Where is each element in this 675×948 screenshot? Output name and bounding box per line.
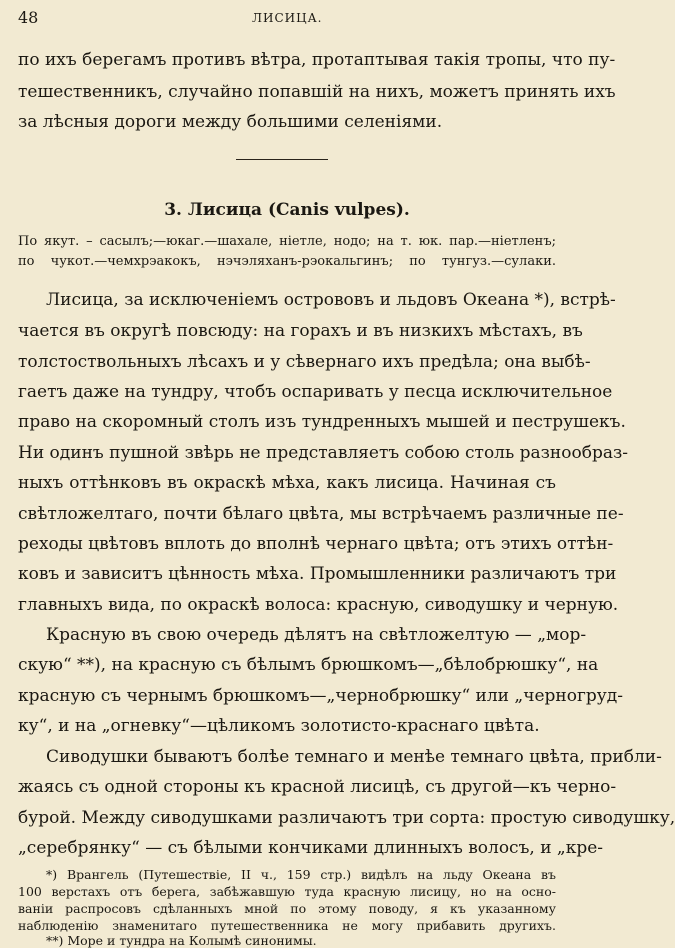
text-line: по ихъ берегамъ противъ вѣтра, протаптывая такія тропы, что пу- <box>18 50 616 70</box>
footnote-line: **) Море и тундра на Колымѣ синонимы. <box>46 933 317 948</box>
section-title: 3. Лисица (Canis vulpes). <box>164 200 410 220</box>
text-line: гаетъ даже на тундру, чтобъ оспаривать у песца исключительное <box>18 382 613 402</box>
text-line: красную съ чернымъ брюшкомъ—„чернобрюшку“ или „черногруд- <box>18 686 623 706</box>
text-line: бурой. Между сиводушками различаютъ три сорта: простую сиводушку, <box>18 808 675 828</box>
text-line: Сиводушки бываютъ болѣе темнаго и менѣе темнаго цвѣта, прибли- <box>46 747 662 767</box>
text-line: за лѣсныя дороги между большими селеніями. <box>18 112 443 132</box>
footnote-line: ваніи распросовъ сдѣланныхъ мной по этому поводу, я къ указанному <box>18 901 556 916</box>
text-line: свѣтложелтаго, почти бѣлаго цвѣта, мы встрѣчаемъ различные пе- <box>18 504 624 524</box>
text-line: скую“ **), на красную съ бѣлымъ брюшкомъ—„бѣлобрюшку“, на <box>18 655 599 675</box>
text-line: Красную въ свою очередь дѣлятъ на свѣтложелтую — „мор- <box>46 625 587 645</box>
text-line: Ни одинъ пушной звѣрь не представляетъ собою столь разнообраз- <box>18 443 628 463</box>
page-number: 48 <box>18 8 39 27</box>
section-divider <box>236 159 328 160</box>
text-line: ку“, и на „огневку“—цѣликомъ золотисто-краснаго цвѣта. <box>18 716 540 736</box>
text-line: ковъ и зависитъ цѣнность мѣха. Промышленники различаютъ три <box>18 564 617 584</box>
text-line: главныхъ вида, по окраскѣ волоса: красную, сиводушку и черную. <box>18 595 619 615</box>
text-line: жаясь съ одной стороны къ красной лисицѣ, съ другой—къ черно- <box>18 777 617 797</box>
footnote-line: 100 верстахъ отъ берега, забѣжавшую туда красную лисицу, но на осно- <box>18 884 556 899</box>
footnote-line: наблюденію знаменитаго путешественника не могу прибавить другихъ. <box>18 918 556 933</box>
text-line: „серебрянку“ — съ бѣлыми кончиками длинныхъ волосъ, и „кре- <box>18 838 604 858</box>
text-line: реходы цвѣтовъ вплоть до вполнѣ чернаго цвѣта; отъ этихъ оттѣн- <box>18 534 614 554</box>
vernacular-names-line: По якут. – сасылъ;—юкаг.—шахале, ніетле, нодо; на т. юк. пар.—ніетленъ; <box>18 234 556 249</box>
text-line: ныхъ оттѣнковъ въ окраскѣ мѣха, какъ лисица. Начиная съ <box>18 473 556 493</box>
text-line: право на скоромный столъ изъ тундренныхъ мышей и пеструшекъ. <box>18 412 626 432</box>
text-line: тешественникъ, случайно попавшій на нихъ, можетъ принять ихъ <box>18 82 616 102</box>
text-line: чается въ округѣ повсюду: на горахъ и въ низкихъ мѣстахъ, въ <box>18 321 583 341</box>
vernacular-names-line: по чукот.—чемхрэакокъ, нэчэляханъ-рэокальгинъ; по тунгуз.—сулаки. <box>18 254 556 269</box>
footnote-line: *) Врангель (Путешествіе, II ч., 159 стр.) видѣлъ на льду Океана въ <box>46 867 556 882</box>
running-title: ЛИСИЦА. <box>252 11 323 25</box>
text-line: Лисица, за исключеніемъ острововъ и льдовъ Океана *), встрѣ- <box>46 290 616 310</box>
text-line: толстоствольныхъ лѣсахъ и у сѣвернаго ихъ предѣла; она выбѣ- <box>18 352 591 372</box>
